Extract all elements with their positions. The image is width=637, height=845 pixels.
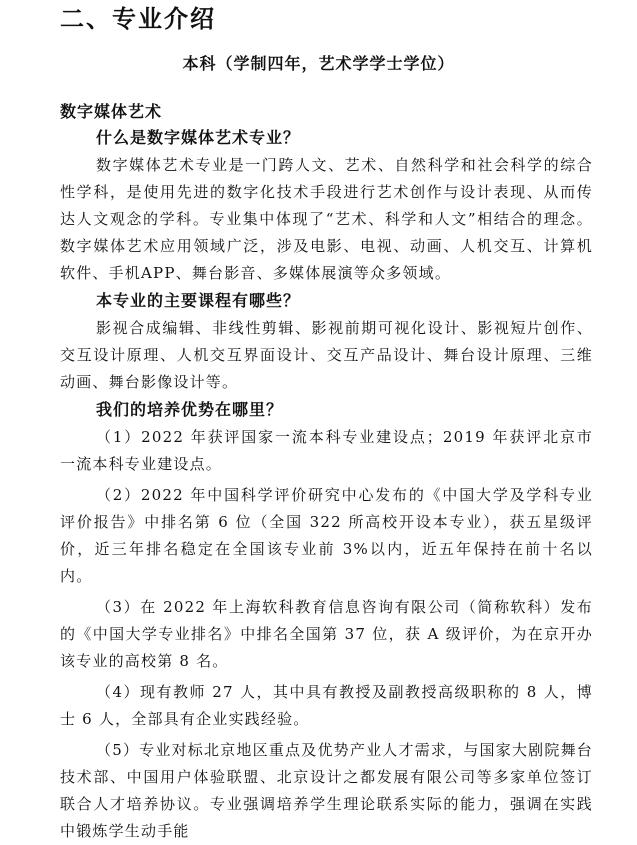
section-title: 二、专业介绍 — [60, 5, 216, 33]
paragraph-advantage-1: （1）2022 年获评国家一流本科专业建设点；2019 年获评北京市一流本科专业建设点。 — [60, 428, 593, 473]
paragraph-advantage-4: （4）现有教师 27 人，其中具有教授及副教授高级职称的 8 人，博士 6 人，全部具有企业实践经验。 — [60, 683, 593, 728]
paragraph-advantage-3: （3）在 2022 年上海软科教育信息咨询有限公司（简称软科）发布的《中国大学专业排名》中排名全国第 37 位，获 A 级评价，为在京开办该专业的高校第 8 名。 — [60, 598, 593, 670]
question-what-is-major: 什么是数字媒体艺术专业？ — [96, 128, 301, 147]
paragraph-course-list: 影视合成编辑、非线性剪辑、影视前期可视化设计、影视短片创作、交互设计原理、人机交互界面设计、交互产品设计、舞台设计原理、三维动画、舞台影像设计等。 — [60, 319, 593, 391]
paragraph-advantage-5: （5）专业对标北京地区重点及优势产业人才需求，与国家大剧院舞台技术部、中国用户体验联盟、北京设计之都发展有限公司等多家单位签订联合人才培养协议。专业强调培养学生理论联系实际的能力，强调在实践中锻炼学生动手能 — [60, 741, 593, 840]
body-content — [60, 124, 593, 845]
degree-heading: 本科（学制四年，艺术学学士学位） — [182, 54, 455, 73]
paragraph-advantage-2: （2）2022 年中国科学评价研究中心发布的《中国大学及学科专业评价报告》中排名第 6 位（全国 322 所高校开设本专业），获五星级评价，近三年排名稳定在全国该专业前 3%以内，近五年保持在前十名以内。 — [60, 486, 593, 585]
question-main-courses: 本专业的主要课程有哪些？ — [96, 291, 301, 310]
question-training-advantages: 我们的培养优势在哪里？ — [96, 400, 284, 419]
major-name: 数字媒体艺术 — [60, 102, 163, 121]
paragraph-major-description: 数字媒体艺术专业是一门跨人文、艺术、自然科学和社会科学的综合性学科，是使用先进的数字化技术手段进行艺术创作与设计表现、从而传达人文观念的学科。专业集中体现了“艺术、科学和人文”相结合的理念。数字媒体艺术应用领域广泛，涉及电影、电视、动画、人机交互、计算机软件、手机APP、舞台影音、多媒体展演等众多领域。 — [60, 156, 593, 282]
